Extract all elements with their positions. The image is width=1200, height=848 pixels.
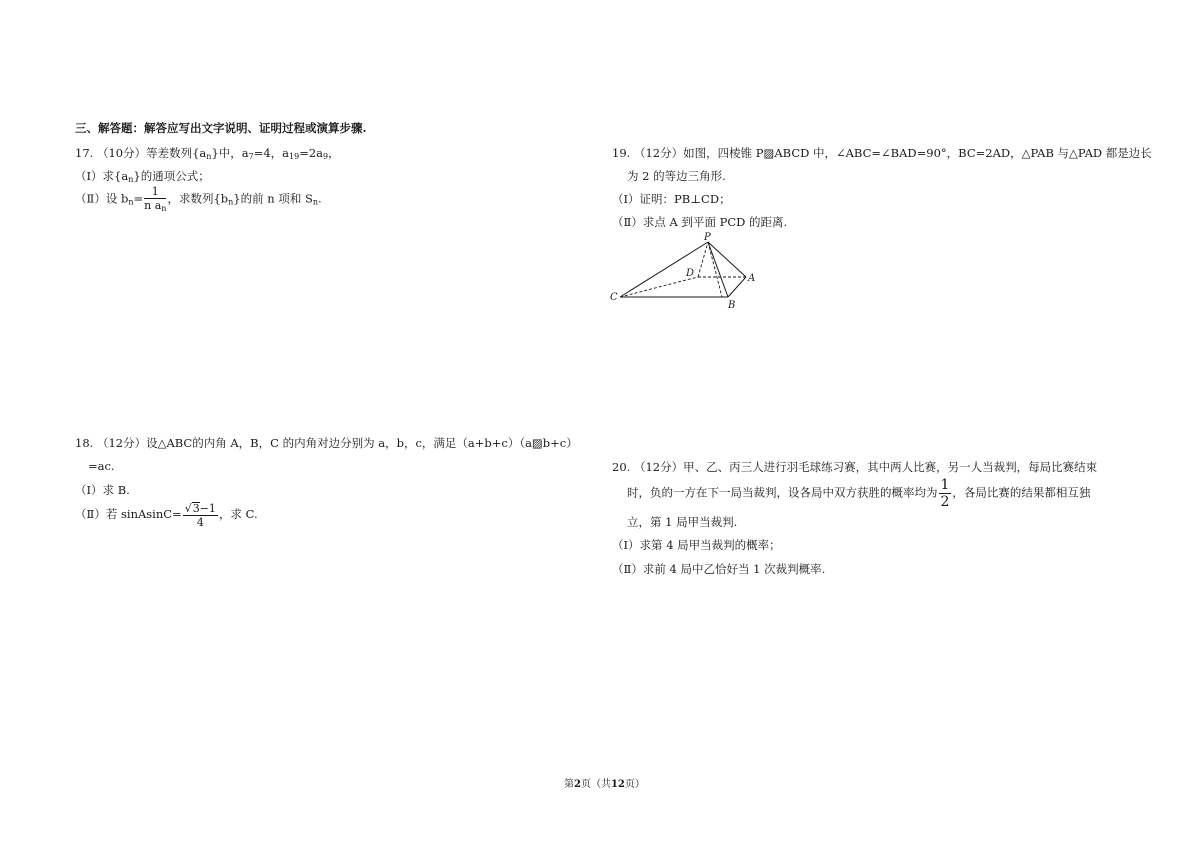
vertex-label-A: A xyxy=(748,273,756,284)
edge-PB xyxy=(708,242,728,297)
question-18-stem-line-2: =ac. xyxy=(88,459,115,473)
question-19-stem-line-2: 为 2 的等边三角形. xyxy=(627,169,726,183)
part-label: （Ⅰ） xyxy=(612,538,640,552)
q18-part2-text: 若 sinAsinC= xyxy=(105,507,182,521)
q17-part2-text: ，求数列{b xyxy=(167,191,229,206)
fraction-numerator: 1 xyxy=(940,477,950,493)
q19-part2-text: 求点 A 到平面 PCD 的距离. xyxy=(642,215,788,229)
q20-part1-text: 求第 4 局甲当裁判的概率； xyxy=(639,538,781,552)
sqrt-radicand: 3 xyxy=(192,502,200,515)
question-19-stem xyxy=(612,145,1152,161)
q19-number: 19. xyxy=(612,146,631,160)
q17-part2-text: . xyxy=(318,191,322,206)
q17-part2-text: 设 b xyxy=(105,191,129,206)
fraction-denominator: 2 xyxy=(940,494,950,510)
q17-part2-text: }的前 n 项和 S xyxy=(233,191,313,206)
edge-CP xyxy=(620,242,708,297)
q17-fraction xyxy=(144,186,166,213)
part-label: （Ⅱ） xyxy=(612,215,643,229)
part-label: （Ⅱ） xyxy=(75,507,106,521)
question-20-stem-line-2 xyxy=(627,478,1090,509)
pyramid-figure xyxy=(600,232,770,312)
question-17-part-2 xyxy=(75,186,322,213)
fraction-numerator xyxy=(183,502,218,516)
q20-number: 20. xyxy=(612,460,631,474)
q17-sub: n xyxy=(206,152,212,161)
vertex-label-B: B xyxy=(728,300,736,311)
q20-stem-text: ，各局比赛的结果都相互独 xyxy=(952,485,1091,500)
q18-fraction xyxy=(183,502,218,528)
q20-part2-text: 求前 4 局中乙恰好当 1 次裁判概率. xyxy=(642,562,826,576)
q17-sub: 19 xyxy=(289,152,300,161)
q18-part2-text: ，求 C. xyxy=(218,507,258,521)
part-label: （Ⅱ） xyxy=(75,191,106,206)
q17-sub: n xyxy=(312,197,319,207)
part-label: （Ⅰ） xyxy=(75,169,103,183)
q17-sub: 7 xyxy=(248,152,254,161)
question-19-part-2 xyxy=(612,214,787,230)
question-20-stem-line-3: 立，第 1 局甲当裁判. xyxy=(627,515,738,529)
question-18-stem xyxy=(75,435,578,451)
sqrt-symbol: √ xyxy=(184,502,192,515)
q19-part1-text: 证明：PB⊥CD； xyxy=(639,192,731,206)
question-20-stem xyxy=(612,459,1097,475)
q17-sub: n xyxy=(128,197,134,207)
footer-text: 第 xyxy=(564,779,574,790)
footer-total-pages: 12 xyxy=(610,779,625,790)
q17-text: =2a xyxy=(299,146,324,160)
section-heading: 三、解答题：解答应写出文字说明、证明过程或演算步骤. xyxy=(75,121,367,135)
fraction-denominator xyxy=(144,199,166,213)
q17-frac-den-text: n a xyxy=(144,199,162,212)
q17-text: ， xyxy=(328,146,340,160)
footer-text: 页（共 xyxy=(580,779,611,790)
q17-sub: n xyxy=(228,197,234,207)
q19-stem-line-1: 如图，四棱锥 P▨ABCD 中，∠ABC=∠BAD=90°，BC=2AD，△PAB 与△PAD 都是边长 xyxy=(683,146,1152,160)
q19-points: （12分） xyxy=(633,146,684,160)
vertex-label-P: P xyxy=(704,232,711,243)
question-18-part-2 xyxy=(75,502,258,528)
numerator-rest: −1 xyxy=(199,502,216,515)
q17-part2-text: = xyxy=(133,191,144,206)
q17-sub: n xyxy=(128,175,134,184)
question-19-part-1 xyxy=(612,191,731,207)
q17-part1-text: 求{a xyxy=(102,169,129,183)
vertex-label-D: D xyxy=(686,268,695,279)
question-17-stem xyxy=(75,145,340,161)
part-label: （Ⅰ） xyxy=(75,483,103,497)
q18-part1-text: 求 B. xyxy=(102,483,130,497)
q20-stem-line-1: 甲、乙、丙三人进行羽毛球练习赛，其中两人比赛，另一人当裁判，每局比赛结束 xyxy=(683,460,1098,474)
edge-PA xyxy=(708,242,746,277)
q17-text: 等差数列{a xyxy=(146,146,207,160)
edge-CD xyxy=(620,277,698,297)
q17-sub: n xyxy=(161,204,167,213)
vertex-label-C: C xyxy=(610,292,618,303)
q17-text: }中，a xyxy=(211,146,249,160)
q20-points: （12分） xyxy=(633,460,684,474)
q17-sub: 9 xyxy=(323,152,329,161)
q20-stem-text: 时，负的一方在下一局当裁判，设各局中双方获胜的概率均为 xyxy=(627,485,938,500)
question-20-part-1 xyxy=(612,537,781,553)
q18-points: （12分） xyxy=(96,436,147,450)
fraction-denominator: 4 xyxy=(196,516,204,529)
question-18-part-1 xyxy=(75,482,130,498)
part-label: （Ⅱ） xyxy=(612,562,643,576)
question-17-part-1 xyxy=(75,168,210,184)
q18-number: 18. xyxy=(75,436,94,450)
edge-BA xyxy=(728,277,746,297)
part-label: （Ⅰ） xyxy=(612,192,640,206)
q17-number: 17. xyxy=(75,146,94,160)
question-20-part-2 xyxy=(612,561,825,577)
q20-fraction xyxy=(939,478,952,509)
edge-P-foot xyxy=(708,242,722,297)
page-footer xyxy=(564,775,645,790)
q17-part1-text: }的通项公式； xyxy=(133,169,210,183)
fraction-numerator: 1 xyxy=(144,186,166,199)
footer-text: 页） xyxy=(624,779,645,790)
q18-stem-line-1: 设△ABC的内角 A，B，C 的内角对边分别为 a，b，c，满足（a+b+c）（a▨b+c） xyxy=(146,436,578,450)
q17-text: =4，a xyxy=(253,146,290,160)
footer-page-number: 2 xyxy=(574,779,581,790)
q17-points: （10分） xyxy=(96,146,147,160)
